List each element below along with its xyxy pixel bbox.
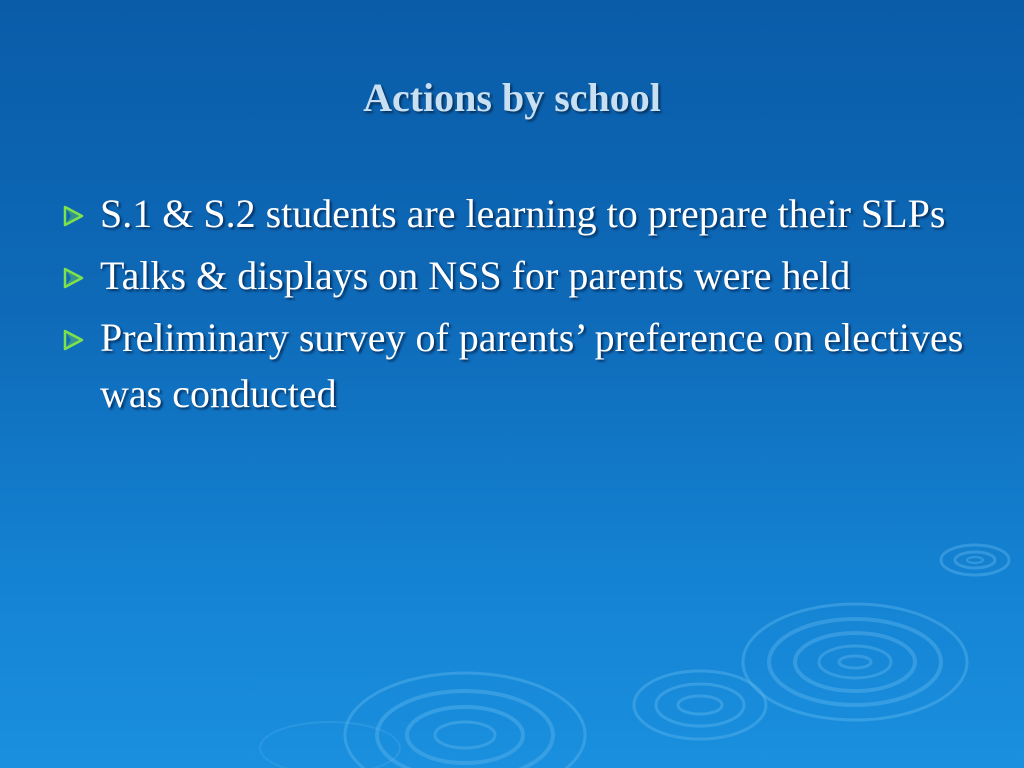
chevron-right-icon bbox=[62, 329, 86, 351]
list-item bbox=[62, 186, 982, 242]
bullet-text: Preliminary survey of parents’ preference on electives was conducted bbox=[100, 315, 964, 416]
chevron-right-icon bbox=[62, 267, 86, 289]
list-item bbox=[62, 310, 982, 422]
bullet-text: Talks & displays on NSS for parents were held bbox=[100, 253, 851, 298]
slide-title: Actions by school bbox=[363, 75, 661, 120]
bullet-text: S.1 & S.2 students are learning to prepare their SLPs bbox=[100, 191, 946, 236]
list-item bbox=[62, 248, 982, 304]
bullet-list bbox=[62, 186, 982, 428]
chevron-right-icon bbox=[62, 205, 86, 227]
